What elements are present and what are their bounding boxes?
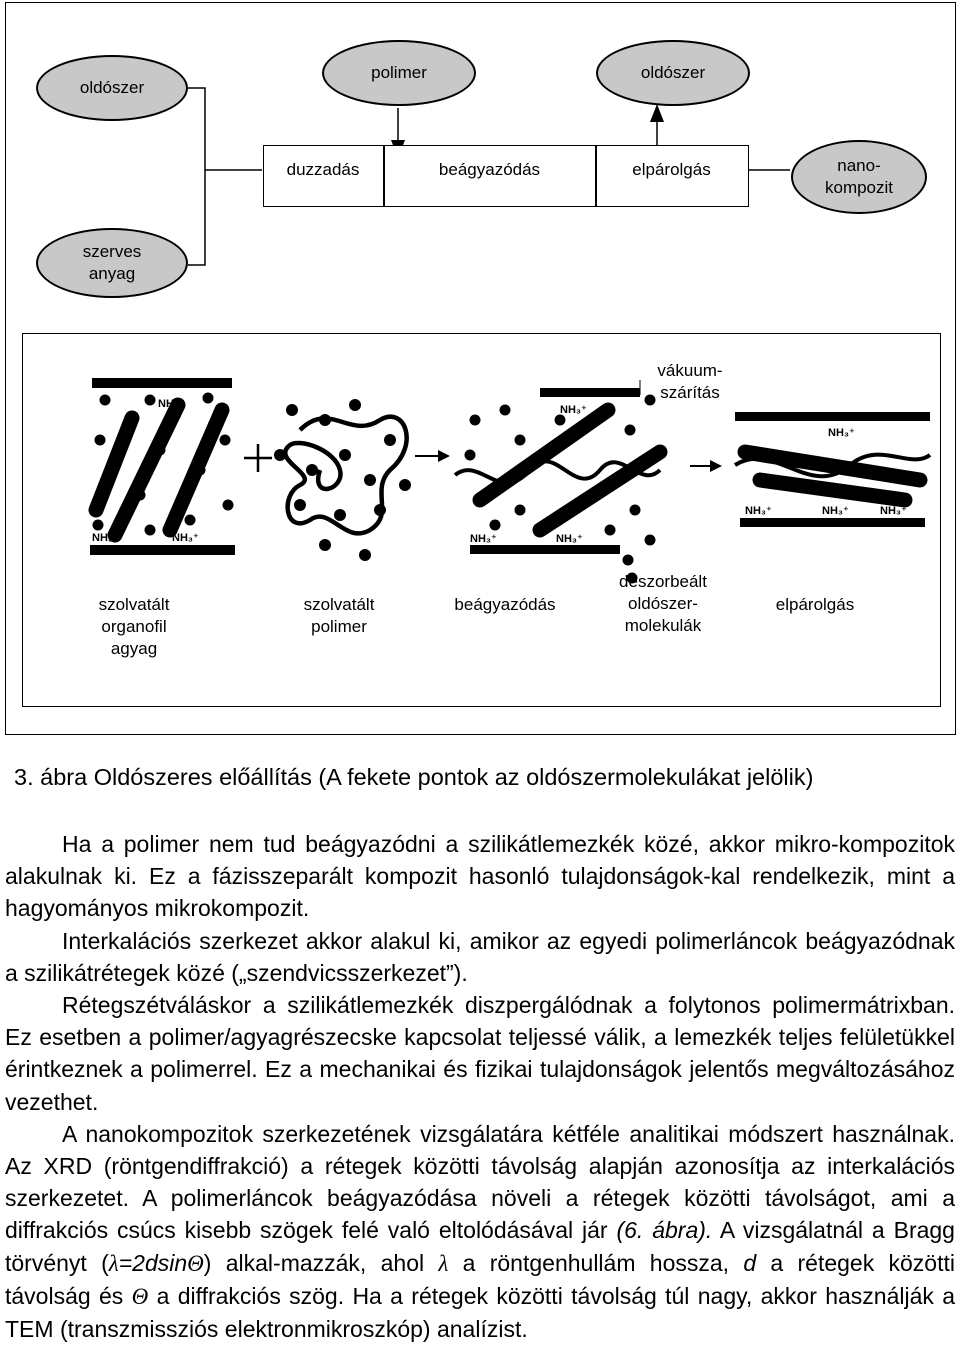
- vacuum-label-2: szárítás: [660, 383, 720, 402]
- label-line: deszorbeált: [619, 572, 707, 591]
- solvent-right-label: oldószer: [640, 63, 706, 82]
- figure-reference: (6. ábra).: [616, 1217, 713, 1244]
- vacuum-label-1: vákuum-: [657, 361, 723, 380]
- solvent-left-label: oldószer: [79, 78, 145, 97]
- theta-symbol: Θ: [131, 1283, 149, 1309]
- lambda-symbol: λ: [108, 1250, 119, 1276]
- ion-label: NH₃⁺: [172, 532, 199, 544]
- text-span: a röntgenhullám hossza,: [448, 1249, 744, 1276]
- ion-label: NH₃⁺: [828, 427, 855, 439]
- solvated-polymer-label: [283, 594, 395, 638]
- label-line: oldószer-: [628, 594, 698, 613]
- ion-label: NH₃⁺: [470, 533, 497, 545]
- text-span: ) alkal-mazzák, ahol: [203, 1249, 439, 1276]
- polymer-label: polimer: [371, 63, 427, 82]
- evaporation-stage-label: elpárolgás: [775, 595, 855, 614]
- text-span: A nanokompozitok szerkezetének vizsgálatára kétféle analitikai módszert használnak. Az XRD (röntgendiffrakció) a rétegek közötti távolság alapján azonosítja az interkalációs szerkezetet. A polimerláncok beágyazódása növeli a rétegek közötti távolságot, ami a diffrakciós csúcs kisebb szögek felé való eltolódásával jár: [5, 1120, 955, 1244]
- organic-label-2: anyag: [88, 264, 136, 283]
- bragg-formula: =2dsin: [118, 1249, 188, 1276]
- lambda-symbol: λ: [438, 1250, 449, 1276]
- desorbed-solvent-label: [598, 571, 728, 637]
- nanocomposite-label-2: kompozit: [824, 178, 894, 197]
- ion-label: NH₃⁺: [92, 532, 119, 544]
- solvated-clay-label: [78, 594, 190, 660]
- paragraph-microcomposite: Ha a polimer nem tud beágyazódni a szilikátlemezkék közé, akkor mikro-kompozitok alakulnak ki. Ez a fázisszeparált kompozit hasonló tulajdonságok-kal rendelkezik, mint a hagyományos mikrokompozit.: [5, 831, 955, 922]
- text-span: a diffrakciós szög. Ha a rétegek közötti távolság túl nagy, akkor használják a TEM (transzmissziós elektronmikroszkóp) analízist.: [5, 1282, 955, 1343]
- swelling-label: duzzadás: [286, 160, 360, 179]
- vacuum-drying-label: [650, 360, 730, 404]
- paragraph-exfoliation: Rétegszétváláskor a szilikátlemezkék diszpergálódnak a folytonos polimermátrixban. Ez esetben a polimer/agyagrészecske kapcsolat teljessé válik, a lemezkék teljes felületükkel érintkeznek a polimerrel. Ez a mechanikai és fizikai tulajdonságok jelentős megváltozásához vezethet.: [5, 992, 955, 1115]
- embedding-stage-label: beágyazódás: [454, 595, 556, 614]
- label-line: szolvatált: [98, 595, 170, 614]
- ion-label: NH₃⁺: [560, 404, 587, 416]
- figure-caption: 3. ábra Oldószeres előállítás (A fekete pontok az oldószermolekulákat jelölik): [14, 764, 814, 790]
- organic-label-1: szerves: [82, 242, 142, 261]
- theta-symbol: Θ: [187, 1250, 204, 1276]
- ion-label: NH₃⁺: [158, 398, 185, 410]
- label-line: polimer: [311, 617, 367, 636]
- label-line: organofil: [101, 617, 167, 636]
- ion-label: NH₃⁺: [880, 505, 907, 517]
- ion-label: NH₃⁺: [822, 505, 849, 517]
- label-line: szolvatált: [303, 595, 375, 614]
- embedding-label: beágyazódás: [438, 160, 541, 179]
- ion-label: NH₃⁺: [556, 533, 583, 545]
- text-span: a rétegek közötti távolság és: [5, 1249, 955, 1309]
- nanocomposite-label-1: nano-: [837, 156, 881, 175]
- ion-label: NH₃⁺: [745, 505, 772, 517]
- label-line: agyag: [110, 639, 158, 658]
- text-span: A vizsgálatnál a Bragg törvényt (: [5, 1217, 955, 1276]
- d-variable: d: [743, 1249, 757, 1276]
- label-line: molekulák: [624, 616, 702, 635]
- evaporation-label: elpárolgás: [632, 160, 711, 179]
- paragraph-intercalation: Interkalációs szerkezet akkor alakul ki, amikor az egyedi polimerláncok beágyazódnak a szilikátrétegek közé („szendvicsszerkezet”).: [5, 927, 955, 986]
- body-text: [5, 828, 955, 1345]
- paragraph-analysis: [5, 1118, 955, 1345]
